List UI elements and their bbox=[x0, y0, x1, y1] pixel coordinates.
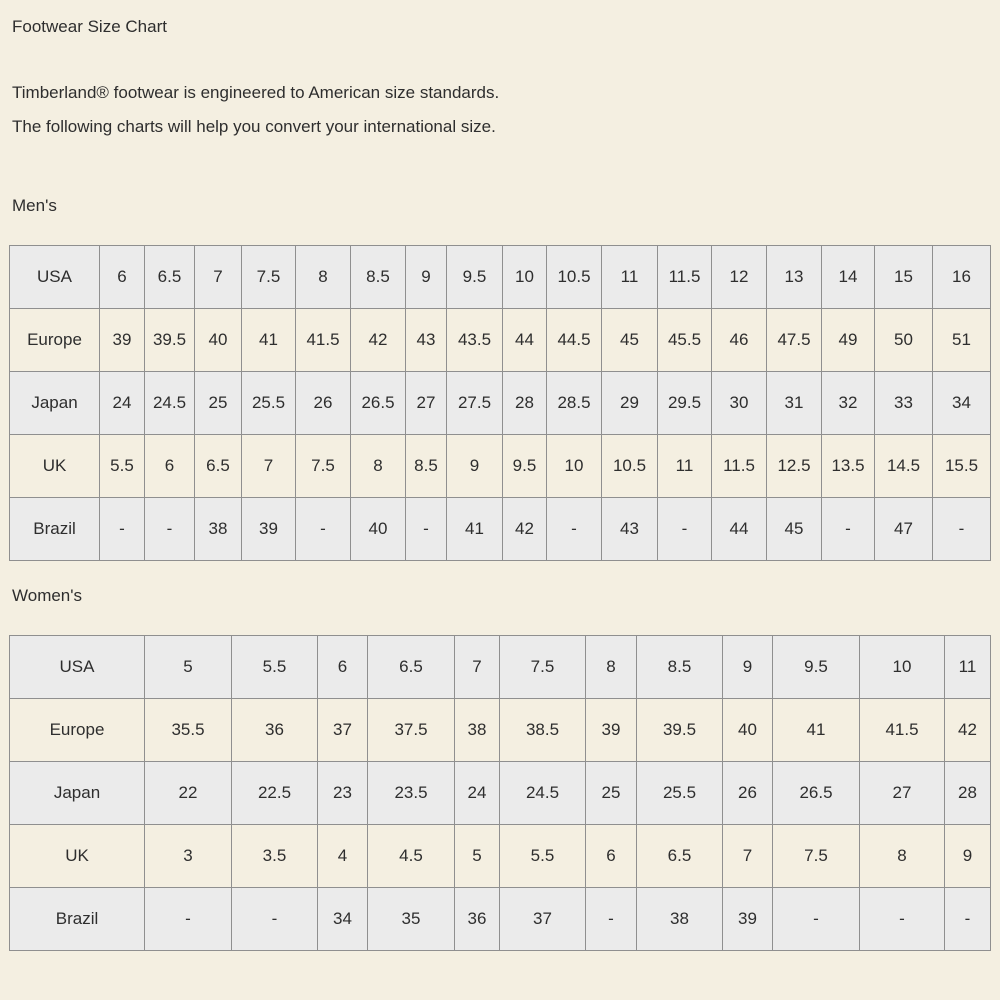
size-cell: 9 bbox=[945, 825, 991, 888]
size-cell: 24 bbox=[100, 372, 145, 435]
table-row-japan bbox=[10, 762, 991, 825]
size-cell: 22 bbox=[145, 762, 232, 825]
size-cell: 27 bbox=[406, 372, 447, 435]
row-label: Brazil bbox=[10, 888, 145, 951]
size-cell: 41.5 bbox=[860, 699, 945, 762]
size-cell: 5.5 bbox=[500, 825, 586, 888]
size-cell: 42 bbox=[351, 309, 406, 372]
intro-line-1: Timberland® footwear is engineered to American size standards. bbox=[12, 83, 500, 102]
size-cell: 9.5 bbox=[503, 435, 547, 498]
size-cell: - bbox=[145, 888, 232, 951]
size-cell: 9.5 bbox=[773, 636, 860, 699]
size-cell: 6.5 bbox=[195, 435, 242, 498]
size-cell: 36 bbox=[232, 699, 318, 762]
size-cell: 25 bbox=[586, 762, 637, 825]
size-cell: 14.5 bbox=[875, 435, 933, 498]
size-cell: 25.5 bbox=[242, 372, 296, 435]
size-cell: 5.5 bbox=[100, 435, 145, 498]
size-cell: - bbox=[658, 498, 712, 561]
size-cell: 39.5 bbox=[637, 699, 723, 762]
row-label: USA bbox=[10, 636, 145, 699]
size-cell: - bbox=[406, 498, 447, 561]
size-cell: 7.5 bbox=[296, 435, 351, 498]
size-cell: 13.5 bbox=[822, 435, 875, 498]
size-cell: 7 bbox=[195, 246, 242, 309]
size-cell: 39 bbox=[242, 498, 296, 561]
size-cell: 11 bbox=[658, 435, 712, 498]
size-cell: 41 bbox=[773, 699, 860, 762]
size-cell: 13 bbox=[767, 246, 822, 309]
size-cell: 7.5 bbox=[773, 825, 860, 888]
size-cell: 27.5 bbox=[447, 372, 503, 435]
size-cell: 11 bbox=[945, 636, 991, 699]
size-cell: 23 bbox=[318, 762, 368, 825]
row-label: Japan bbox=[10, 372, 100, 435]
intro-line-2: The following charts will help you convert your international size. bbox=[12, 117, 496, 136]
size-cell: 32 bbox=[822, 372, 875, 435]
table-row-usa bbox=[10, 246, 991, 309]
size-cell: 44 bbox=[712, 498, 767, 561]
row-label: UK bbox=[10, 435, 100, 498]
size-cell: - bbox=[860, 888, 945, 951]
size-cell: 29 bbox=[602, 372, 658, 435]
size-cell: 43 bbox=[406, 309, 447, 372]
size-cell: 49 bbox=[822, 309, 875, 372]
size-cell: 47 bbox=[875, 498, 933, 561]
size-cell: 8 bbox=[351, 435, 406, 498]
table-row-usa bbox=[10, 636, 991, 699]
size-cell: - bbox=[945, 888, 991, 951]
size-cell: 35.5 bbox=[145, 699, 232, 762]
size-cell: 24.5 bbox=[500, 762, 586, 825]
table-row-europe bbox=[10, 699, 991, 762]
size-cell: 8.5 bbox=[351, 246, 406, 309]
size-cell: 16 bbox=[933, 246, 991, 309]
size-cell: 41 bbox=[447, 498, 503, 561]
size-cell: 38 bbox=[195, 498, 242, 561]
size-cell: 10.5 bbox=[547, 246, 602, 309]
row-label: Europe bbox=[10, 309, 100, 372]
size-cell: 6 bbox=[318, 636, 368, 699]
size-cell: 26 bbox=[296, 372, 351, 435]
size-cell: 8 bbox=[860, 825, 945, 888]
size-cell: 38.5 bbox=[500, 699, 586, 762]
size-cell: 3 bbox=[145, 825, 232, 888]
size-cell: 38 bbox=[455, 699, 500, 762]
page-title: Footwear Size Chart bbox=[12, 17, 167, 36]
size-cell: 8.5 bbox=[637, 636, 723, 699]
size-cell: 33 bbox=[875, 372, 933, 435]
size-cell: 4.5 bbox=[368, 825, 455, 888]
mens-size-table bbox=[9, 245, 991, 561]
size-cell: - bbox=[145, 498, 195, 561]
size-cell: 29.5 bbox=[658, 372, 712, 435]
table-row-brazil bbox=[10, 498, 991, 561]
size-cell: 42 bbox=[945, 699, 991, 762]
size-cell: - bbox=[296, 498, 351, 561]
size-cell: 38 bbox=[637, 888, 723, 951]
size-cell: 14 bbox=[822, 246, 875, 309]
size-cell: 28 bbox=[945, 762, 991, 825]
size-cell: 45.5 bbox=[658, 309, 712, 372]
size-cell: 9.5 bbox=[447, 246, 503, 309]
size-cell: 9 bbox=[723, 636, 773, 699]
size-cell: - bbox=[232, 888, 318, 951]
size-cell: 11.5 bbox=[712, 435, 767, 498]
size-cell: 10 bbox=[860, 636, 945, 699]
size-cell: 7 bbox=[455, 636, 500, 699]
size-cell: 6 bbox=[145, 435, 195, 498]
size-cell: 28.5 bbox=[547, 372, 602, 435]
size-cell: 5 bbox=[145, 636, 232, 699]
size-cell: 45 bbox=[767, 498, 822, 561]
size-cell: 41 bbox=[242, 309, 296, 372]
size-cell: 39 bbox=[100, 309, 145, 372]
row-label: UK bbox=[10, 825, 145, 888]
size-cell: 41.5 bbox=[296, 309, 351, 372]
size-cell: 8 bbox=[586, 636, 637, 699]
size-cell: 28 bbox=[503, 372, 547, 435]
size-cell: 8 bbox=[296, 246, 351, 309]
size-cell: 5.5 bbox=[232, 636, 318, 699]
size-cell: 34 bbox=[933, 372, 991, 435]
size-cell: 22.5 bbox=[232, 762, 318, 825]
size-cell: 42 bbox=[503, 498, 547, 561]
size-cell: 6.5 bbox=[637, 825, 723, 888]
row-label: Brazil bbox=[10, 498, 100, 561]
size-cell: 39 bbox=[586, 699, 637, 762]
size-cell: 50 bbox=[875, 309, 933, 372]
size-cell: 15 bbox=[875, 246, 933, 309]
size-cell: 6.5 bbox=[368, 636, 455, 699]
size-cell: 26.5 bbox=[773, 762, 860, 825]
size-cell: 8.5 bbox=[406, 435, 447, 498]
size-cell: 10.5 bbox=[602, 435, 658, 498]
size-cell: 45 bbox=[602, 309, 658, 372]
size-cell: 43 bbox=[602, 498, 658, 561]
row-label: Japan bbox=[10, 762, 145, 825]
size-cell: 3.5 bbox=[232, 825, 318, 888]
size-cell: - bbox=[773, 888, 860, 951]
size-cell: 40 bbox=[723, 699, 773, 762]
size-cell: 11.5 bbox=[658, 246, 712, 309]
size-cell: 9 bbox=[447, 435, 503, 498]
size-cell: 9 bbox=[406, 246, 447, 309]
size-cell: 15.5 bbox=[933, 435, 991, 498]
size-cell: 25 bbox=[195, 372, 242, 435]
size-cell: - bbox=[586, 888, 637, 951]
size-cell: - bbox=[547, 498, 602, 561]
size-cell: 36 bbox=[455, 888, 500, 951]
size-cell: 5 bbox=[455, 825, 500, 888]
size-cell: 7 bbox=[242, 435, 296, 498]
size-cell: 27 bbox=[860, 762, 945, 825]
mens-section-label: Men's bbox=[12, 196, 57, 215]
table-row-brazil bbox=[10, 888, 991, 951]
size-cell: - bbox=[100, 498, 145, 561]
size-cell: 39 bbox=[723, 888, 773, 951]
row-label: USA bbox=[10, 246, 100, 309]
size-cell: 47.5 bbox=[767, 309, 822, 372]
size-cell: 7.5 bbox=[242, 246, 296, 309]
womens-size-table bbox=[9, 635, 991, 951]
size-cell: 37 bbox=[318, 699, 368, 762]
size-cell: 44 bbox=[503, 309, 547, 372]
size-cell: 7 bbox=[723, 825, 773, 888]
size-cell: - bbox=[933, 498, 991, 561]
size-cell: 26 bbox=[723, 762, 773, 825]
size-cell: 31 bbox=[767, 372, 822, 435]
size-cell: 10 bbox=[503, 246, 547, 309]
size-cell: 4 bbox=[318, 825, 368, 888]
size-cell: 30 bbox=[712, 372, 767, 435]
size-cell: 37 bbox=[500, 888, 586, 951]
size-cell: 23.5 bbox=[368, 762, 455, 825]
size-cell: 44.5 bbox=[547, 309, 602, 372]
size-cell: 46 bbox=[712, 309, 767, 372]
size-cell: 26.5 bbox=[351, 372, 406, 435]
size-cell: 10 bbox=[547, 435, 602, 498]
size-cell: 12.5 bbox=[767, 435, 822, 498]
size-cell: 40 bbox=[351, 498, 406, 561]
size-cell: 37.5 bbox=[368, 699, 455, 762]
table-row-europe bbox=[10, 309, 991, 372]
size-cell: 24 bbox=[455, 762, 500, 825]
table-row-japan bbox=[10, 372, 991, 435]
size-cell: 39.5 bbox=[145, 309, 195, 372]
size-cell: 51 bbox=[933, 309, 991, 372]
size-cell: 34 bbox=[318, 888, 368, 951]
table-row-uk bbox=[10, 435, 991, 498]
size-cell: 35 bbox=[368, 888, 455, 951]
size-cell: 7.5 bbox=[500, 636, 586, 699]
size-cell: 6.5 bbox=[145, 246, 195, 309]
row-label: Europe bbox=[10, 699, 145, 762]
size-cell: 6 bbox=[586, 825, 637, 888]
womens-section-label: Women's bbox=[12, 586, 83, 605]
size-cell: 12 bbox=[712, 246, 767, 309]
size-cell: 40 bbox=[195, 309, 242, 372]
size-cell: 43.5 bbox=[447, 309, 503, 372]
size-cell: 25.5 bbox=[637, 762, 723, 825]
size-cell: 24.5 bbox=[145, 372, 195, 435]
table-row-uk bbox=[10, 825, 991, 888]
size-cell: - bbox=[822, 498, 875, 561]
size-cell: 11 bbox=[602, 246, 658, 309]
size-cell: 6 bbox=[100, 246, 145, 309]
